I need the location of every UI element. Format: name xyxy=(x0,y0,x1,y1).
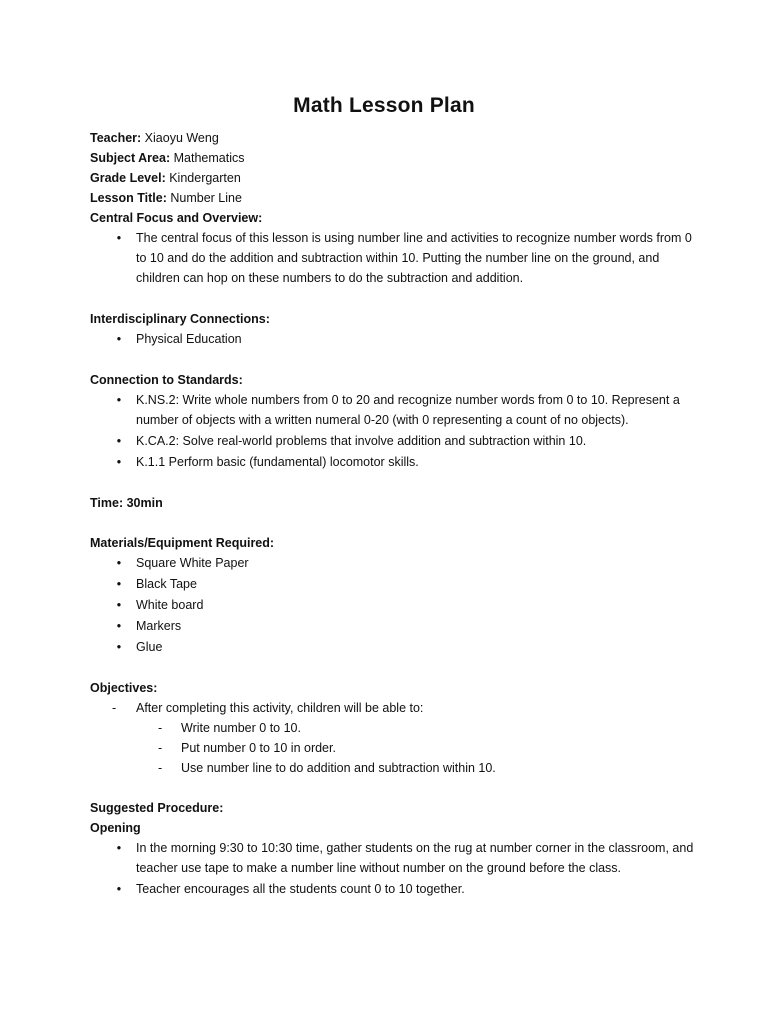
info-label: Teacher: xyxy=(90,131,142,145)
list-item-text: Use number line to do addition and subtraction within 10. xyxy=(181,761,496,775)
list-item xyxy=(90,718,690,738)
bullet-icon: • xyxy=(116,598,122,612)
dash-icon: - xyxy=(158,761,163,775)
interdisciplinary-heading: Interdisciplinary Connections: xyxy=(90,312,270,326)
list-item xyxy=(90,637,690,657)
list-item xyxy=(90,738,690,758)
list-item xyxy=(90,616,690,636)
info-label: Lesson Title: xyxy=(90,191,167,205)
bullet-icon: • xyxy=(116,577,122,591)
list-item xyxy=(90,390,690,430)
dash-icon: - xyxy=(158,741,163,755)
list-item-text: White board xyxy=(136,598,204,612)
info-value: Number Line xyxy=(170,191,242,205)
list-item-text: Physical Education xyxy=(136,332,242,346)
list-item xyxy=(90,595,690,615)
list-item-text: In the morning 9:30 to 10:30 time, gather students on the rug at number corner in the classroom, and teacher use tape to make a number line without number on the ground before the class. xyxy=(136,841,694,875)
bullet-icon: • xyxy=(116,393,122,407)
list-item-text: Write number 0 to 10. xyxy=(181,721,301,735)
bullet-icon: • xyxy=(116,434,122,448)
list-item-text: K.1.1 Perform basic (fundamental) locomotor skills. xyxy=(136,455,419,469)
list-item-text: Teacher encourages all the students count 0 to 10 together. xyxy=(136,882,465,896)
list-item-text: Black Tape xyxy=(136,577,197,591)
bullet-icon: • xyxy=(116,619,122,633)
info-value: Xiaoyu Weng xyxy=(144,131,219,145)
objectives-intro-text: After completing this activity, children will be able to: xyxy=(136,701,424,715)
list-item xyxy=(90,574,690,594)
document-content xyxy=(90,128,694,900)
objectives-heading: Objectives: xyxy=(90,681,158,695)
list-item-text: The central focus of this lesson is using number line and activities to recognize number words from 0 to 10 and do the addition and subtraction within 10. Putting the number line on the ground, and children can hop on these numbers to do the subtraction and addition. xyxy=(136,231,692,285)
bullet-icon: • xyxy=(116,882,122,896)
info-subject xyxy=(90,148,690,168)
dash-icon: - xyxy=(158,721,163,735)
list-item xyxy=(90,329,690,349)
list-item-text: K.NS.2: Write whole numbers from 0 to 20 and recognize number words from 0 to 10. Represent a number of objects with a written numeral 0-20 (with 0 representing a count of no objects). xyxy=(136,393,680,427)
standards-heading: Connection to Standards: xyxy=(90,373,243,387)
list-item xyxy=(90,452,690,472)
list-item xyxy=(90,553,690,573)
materials-heading: Materials/Equipment Required: xyxy=(90,536,275,550)
procedure-heading: Suggested Procedure: xyxy=(90,801,224,815)
info-label: Grade Level: xyxy=(90,171,166,185)
info-lesson-title xyxy=(90,188,690,208)
bullet-icon: • xyxy=(116,640,122,654)
list-item xyxy=(90,879,690,899)
info-teacher xyxy=(90,128,690,148)
list-item xyxy=(90,758,690,778)
bullet-icon: • xyxy=(116,455,122,469)
info-grade xyxy=(90,168,690,188)
info-value: Kindergarten xyxy=(169,171,241,185)
list-item-text: Glue xyxy=(136,640,163,654)
info-value: Mathematics xyxy=(173,151,245,165)
list-item xyxy=(90,838,694,878)
list-item-text: Square White Paper xyxy=(136,556,249,570)
procedure-subheading: Opening xyxy=(90,821,141,835)
objectives-intro xyxy=(90,698,690,718)
list-item-text: K.CA.2: Solve real-world problems that involve addition and subtraction within 10. xyxy=(136,434,587,448)
bullet-icon: • xyxy=(116,556,122,570)
list-item xyxy=(90,431,690,451)
list-item xyxy=(90,228,690,288)
bullet-icon: • xyxy=(116,231,122,245)
bullet-icon: • xyxy=(116,841,122,855)
dash-icon: - xyxy=(112,701,117,715)
page-title: Math Lesson Plan xyxy=(293,94,475,117)
info-label: Subject Area: xyxy=(90,151,171,165)
list-item-text: Put number 0 to 10 in order. xyxy=(181,741,336,755)
time-label: Time: 30min xyxy=(90,496,163,510)
central-focus-heading: Central Focus and Overview: xyxy=(90,211,263,225)
list-item-text: Markers xyxy=(136,619,182,633)
bullet-icon: • xyxy=(116,332,122,346)
